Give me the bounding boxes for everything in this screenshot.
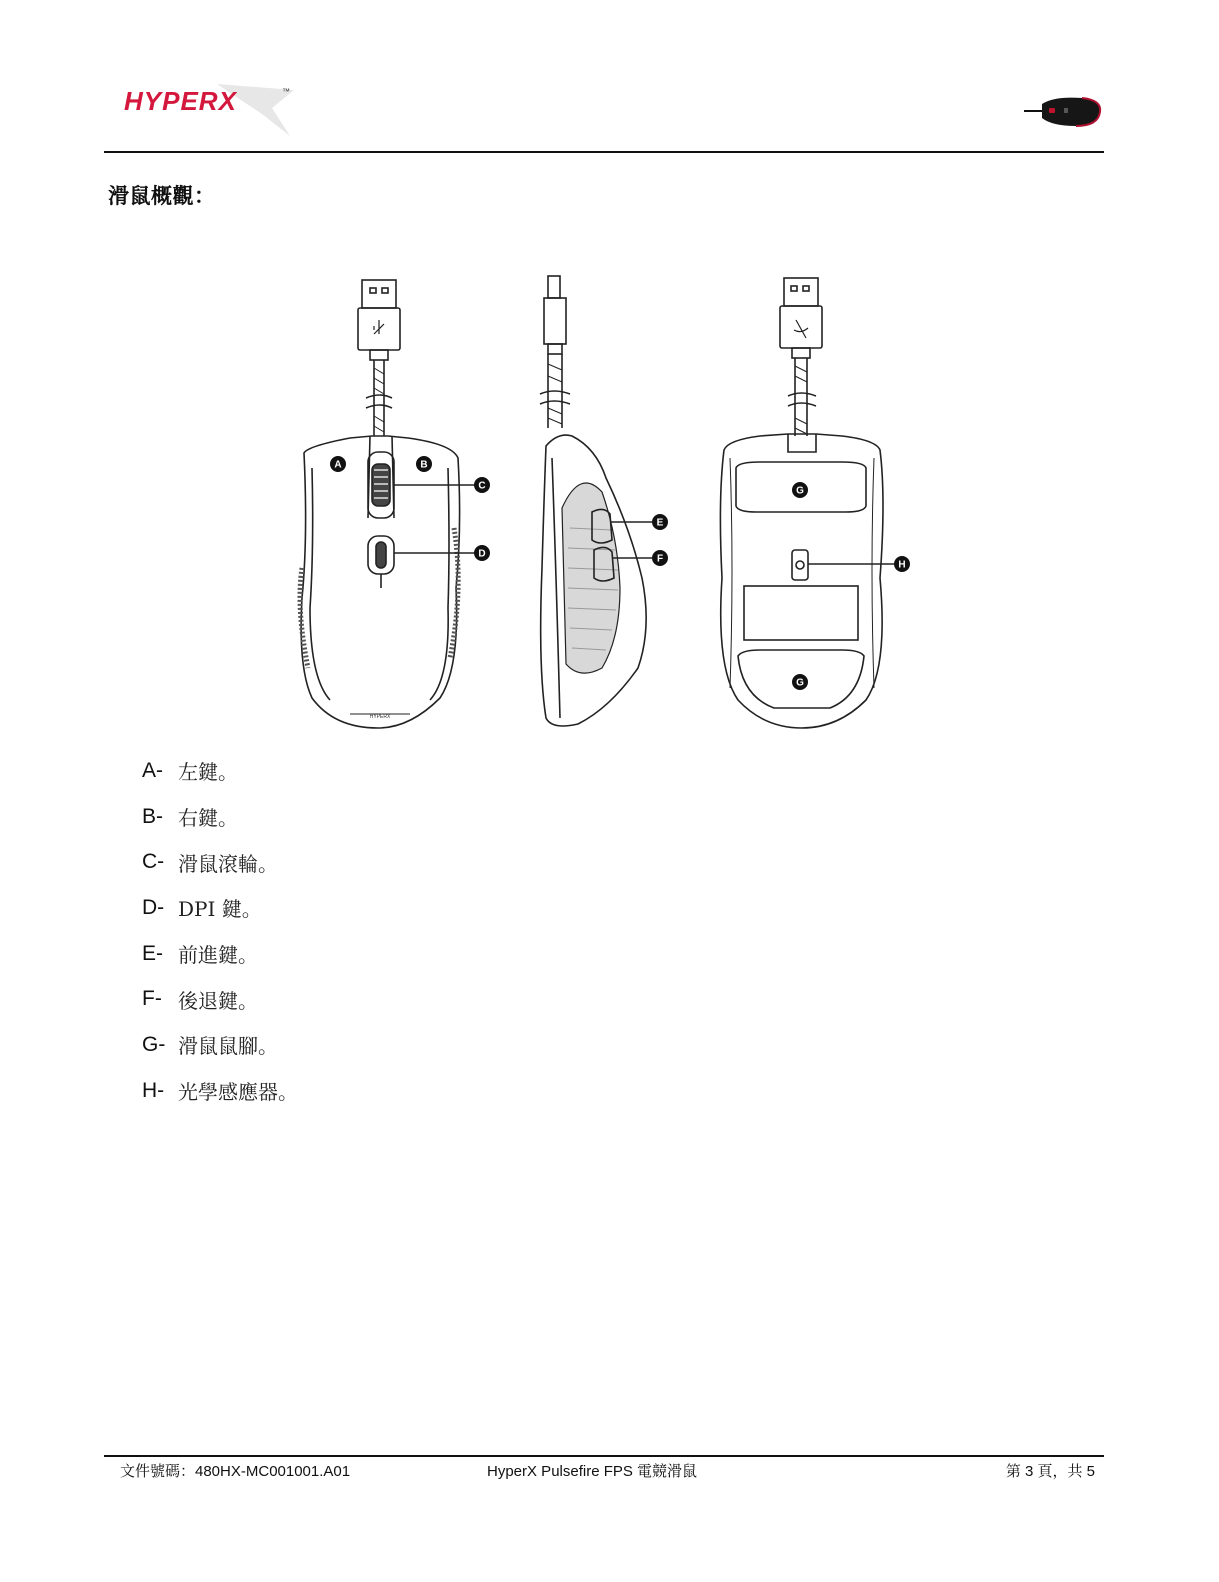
- svg-text:G: G: [796, 485, 804, 497]
- svg-text:C: C: [478, 480, 486, 492]
- footer-divider: [104, 1455, 1104, 1457]
- mouse-top-view: [300, 280, 476, 728]
- legend-desc: 右鍵。: [178, 806, 238, 831]
- callout-f: [652, 550, 668, 566]
- section-title: 滑鼠概觀：: [108, 184, 216, 208]
- svg-text:F: F: [656, 553, 664, 565]
- callout-h: [894, 556, 910, 572]
- legend-item-h: [142, 1068, 298, 1114]
- legend-letter: F-: [142, 987, 162, 1011]
- legend-desc: 光學感應器。: [178, 1080, 298, 1105]
- callout-g-top: [792, 482, 808, 498]
- legend-item-f: [142, 976, 298, 1022]
- legend-desc: 左鍵。: [178, 760, 238, 785]
- svg-text:B: B: [420, 459, 428, 471]
- legend-letter: D-: [142, 895, 165, 919]
- footer-page-number: 第 3 頁，共 5: [1005, 1463, 1095, 1480]
- legend-letter: A-: [142, 758, 163, 782]
- legend-desc: 後退鍵。: [178, 988, 258, 1013]
- legend-letter: B-: [142, 804, 163, 828]
- callout-g-bottom: [792, 674, 808, 690]
- svg-text:G: G: [796, 677, 804, 689]
- legend-desc: 前進鍵。: [178, 943, 258, 968]
- callout-c: [474, 477, 490, 493]
- header-divider: [104, 151, 1104, 153]
- mouse-icon: [1024, 94, 1104, 130]
- logo-wordmark: HYPERX: [124, 86, 237, 116]
- legend-item-g: [142, 1022, 298, 1068]
- mouse-bottom-view: [720, 278, 894, 728]
- legend-letter: H-: [142, 1078, 165, 1102]
- legend-letter: G-: [142, 1032, 166, 1056]
- legend-item-e: [142, 931, 298, 977]
- legend-desc: 滑鼠滾輪。: [178, 851, 278, 876]
- legend-letter: E-: [142, 941, 163, 965]
- footer-product-name: HyperX Pulsefire FPS 電競滑鼠: [487, 1463, 698, 1480]
- svg-text:E: E: [656, 517, 664, 529]
- legend-letter: C-: [142, 850, 165, 874]
- legend-item-b: [142, 794, 298, 840]
- legend-item-c: [142, 839, 298, 885]
- mouse-side-view: [540, 276, 652, 726]
- callout-a: [330, 456, 346, 472]
- body-engraving: HYPERX: [369, 714, 391, 720]
- svg-text:D: D: [478, 548, 486, 560]
- hyperx-logo: [122, 80, 302, 142]
- button-legend: [142, 748, 298, 1114]
- svg-text:H: H: [898, 559, 906, 571]
- footer-doc-number: 文件號碼：480HX-MC001001.A01: [120, 1463, 351, 1480]
- legend-desc: 滑鼠鼠腳。: [178, 1034, 278, 1059]
- callout-b: [416, 456, 432, 472]
- mouse-overview-diagram: [290, 268, 930, 738]
- callout-d: [474, 545, 490, 561]
- legend-desc: DPI 鍵。: [178, 897, 262, 922]
- legend-item-a: [142, 748, 298, 794]
- legend-item-d: [142, 885, 298, 931]
- svg-text:A: A: [334, 459, 342, 471]
- callout-e: [652, 514, 668, 530]
- trademark-mark: ™: [282, 87, 290, 96]
